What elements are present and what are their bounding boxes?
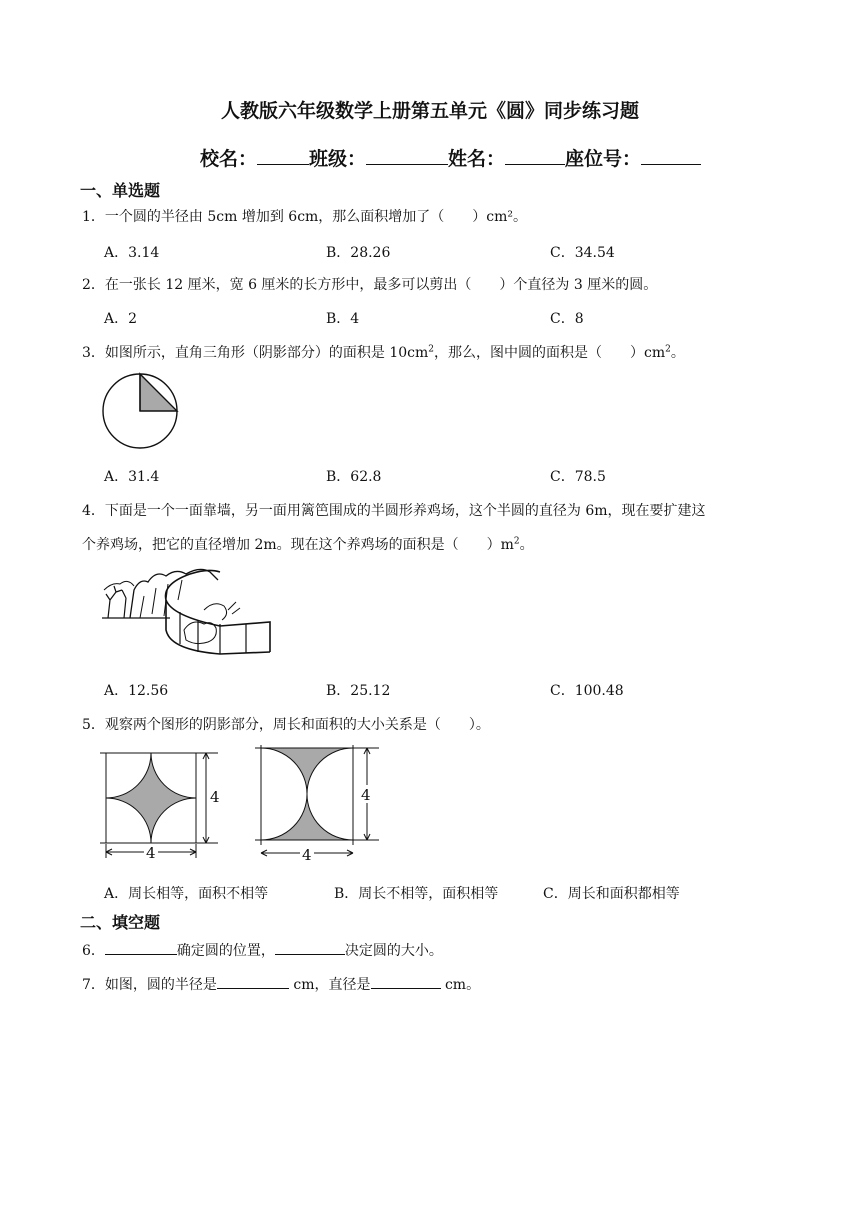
- question-4-line-2: 个养鸡场，把它的直径增加 2m。现在这个养鸡场的面积是（ ）$m^2$。: [82, 536, 534, 553]
- q4-option-b[interactable]: B．25.12: [326, 683, 391, 699]
- q5-figure-hourglass: [255, 745, 385, 867]
- section-heading-fill-blank: 二、填空题: [80, 913, 161, 932]
- question-7: 7．如图，圆的半径是 cm，直径是 cm。: [82, 974, 480, 994]
- q2-option-a[interactable]: A．2: [104, 311, 138, 327]
- q1-option-c[interactable]: C．34.54: [550, 245, 615, 261]
- q1-option-b[interactable]: B．28.26: [326, 245, 391, 261]
- class-label: 班级：: [309, 148, 367, 170]
- q6-blank-2[interactable]: [275, 940, 345, 955]
- q2-option-b[interactable]: B．4: [326, 311, 360, 327]
- question-2: 2．在一张长 12 厘米，宽 6 厘米的长方形中，最多可以剪出（ ）个直径为 3 厘米的圆。: [82, 277, 658, 293]
- chicken-coop-illustration: [100, 560, 280, 668]
- page-title: 人教版六年级数学上册第五单元《圆》同步练习题: [220, 100, 639, 122]
- seat-label: 座位号：: [565, 148, 642, 170]
- q3-option-b[interactable]: B．62.8: [326, 469, 382, 485]
- student-info-line: [200, 144, 701, 171]
- class-blank[interactable]: [366, 146, 448, 165]
- q3-option-c[interactable]: C．78.5: [550, 469, 606, 485]
- q3-circle-figure: [100, 370, 184, 454]
- q7-diameter-blank[interactable]: [371, 974, 441, 989]
- question-4-line-1: 4．下面是一个一面靠墙，另一面用篱笆围成的半圆形养鸡场，这个半圆的直径为 6m，现在要扩建这: [82, 503, 706, 519]
- school-label: 校名：: [200, 148, 258, 170]
- q3-option-a[interactable]: A．31.4: [104, 469, 160, 485]
- school-blank[interactable]: [257, 146, 309, 165]
- seat-blank[interactable]: [641, 146, 701, 165]
- question-3: 3．如图所示，直角三角形（阴影部分）的面积是 $10cm^2$，那么，图中圆的面积是（ ）$cm^2$。: [82, 344, 685, 361]
- name-label: 姓名：: [448, 148, 506, 170]
- q4-option-c[interactable]: C．100.48: [550, 683, 624, 699]
- section-heading-single-choice: 一、单选题: [80, 181, 161, 200]
- q1-option-a[interactable]: A．3.14: [104, 245, 160, 261]
- q5-hourglass-width-label: 4: [302, 846, 312, 864]
- q5-star-height-label: 4: [210, 788, 220, 806]
- question-1: 1．一个圆的半径由 5cm 增加到 6cm，那么面积增加了（ ）cm²。: [82, 209, 528, 225]
- q7-radius-blank[interactable]: [217, 974, 289, 989]
- q6-blank-1[interactable]: [105, 940, 177, 955]
- q5-star-width-label: 4: [146, 844, 156, 862]
- q4-option-a[interactable]: A．12.56: [104, 683, 169, 699]
- q2-option-c[interactable]: C．8: [550, 311, 584, 327]
- question-5: 5．观察两个图形的阴影部分，周长和面积的大小关系是（ ）。: [82, 717, 490, 733]
- q5-option-c[interactable]: C．周长和面积都相等: [543, 886, 680, 902]
- q5-option-a[interactable]: A．周长相等，面积不相等: [104, 886, 269, 902]
- name-blank[interactable]: [505, 146, 565, 165]
- q5-hourglass-height-label: 4: [361, 786, 371, 804]
- q5-figure-star: [100, 740, 230, 866]
- question-6: 6． 确定圆的位置， 决定圆的大小。: [82, 940, 443, 960]
- q5-option-b[interactable]: B．周长不相等，面积相等: [334, 886, 499, 902]
